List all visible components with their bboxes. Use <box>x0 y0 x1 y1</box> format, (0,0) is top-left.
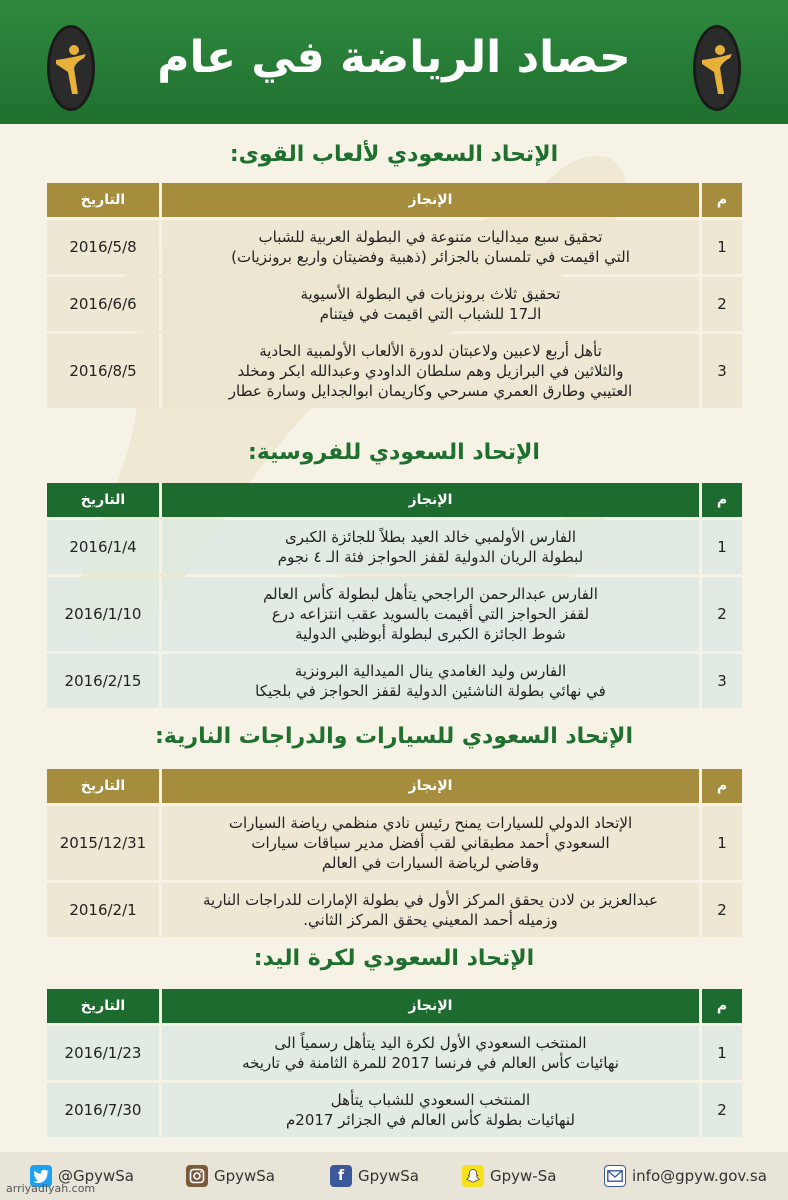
snapchat-icon <box>462 1165 484 1187</box>
row-date: 2016/7/30 <box>47 1083 159 1137</box>
achievement-line: الفارس الأولمبي خالد العيد بطلاً للجائزة الكبرى <box>284 528 577 546</box>
table-row <box>47 520 742 574</box>
column-header-num: م <box>702 483 742 517</box>
table-row <box>47 277 742 331</box>
column-header-date: التاريخ <box>47 989 159 1023</box>
column-header-achievement: الإنجاز <box>159 769 702 803</box>
achievement-line: المنتخب السعودي للشباب يتأهل <box>330 1091 531 1109</box>
achievement-line: المنتخب السعودي الأول لكرة اليد يتأهل رسمياً الى <box>274 1034 587 1052</box>
column-header-achievement: الإنجاز <box>159 989 702 1023</box>
achievement-line: تحقيق ثلاث برونزيات في البطولة الأسيوية <box>300 285 561 303</box>
social-email[interactable] <box>604 1164 767 1188</box>
facebook-handle: GpywSa <box>358 1167 420 1185</box>
achievement-line: تحقيق سبع ميداليات متنوعة في البطولة العربية للشباب <box>258 228 603 246</box>
row-date: 2016/6/6 <box>47 277 159 331</box>
column-header-num: م <box>702 989 742 1023</box>
row-achievement <box>159 577 702 651</box>
table-header-row <box>47 483 742 517</box>
achievement-line: لقفز الحواجز التي أقيمت بالسويد عقب انتزاعه درع <box>271 605 590 623</box>
social-facebook[interactable] <box>330 1164 419 1188</box>
row-num: 2 <box>702 883 742 937</box>
achievement-line: لبطولة الريان الدولية لقفز الحواجز فئة الـ ٤ نجوم <box>277 548 584 566</box>
table-row <box>47 806 742 880</box>
row-achievement <box>159 220 702 274</box>
row-num: 3 <box>702 654 742 708</box>
row-date: 2016/5/8 <box>47 220 159 274</box>
row-achievement <box>159 334 702 408</box>
header-banner <box>0 0 788 124</box>
section-title: الإتحاد السعودي لكرة اليد: <box>253 946 535 971</box>
row-num: 2 <box>702 577 742 651</box>
achievement-line: شوط الجائزة الكبرى لبطولة أبوظبي الدولية <box>295 625 566 643</box>
row-date: 2015/12/31 <box>47 806 159 880</box>
row-date: 2016/1/23 <box>47 1026 159 1080</box>
column-header-num: م <box>702 769 742 803</box>
social-snapchat[interactable] <box>462 1164 556 1188</box>
achievement-line: السعودي أحمد مطبقاني لقب أفضل مدير سباقات سيارات <box>251 834 610 852</box>
row-num: 1 <box>702 220 742 274</box>
table-row <box>47 334 742 408</box>
achievement-line: تأهل أربع لاعبين ولاعبتان لدورة الألعاب الأولمبية الحادية <box>259 342 602 360</box>
mail-icon <box>604 1165 626 1187</box>
column-header-date: التاريخ <box>47 769 159 803</box>
achievement-line: الإتحاد الدولي للسيارات يمنح رئيس نادي منظمي رياضة السيارات <box>228 814 633 832</box>
facebook-icon: f <box>330 1165 352 1187</box>
section-title: الإتحاد السعودي لألعاب القوى: <box>229 142 559 167</box>
row-num: 1 <box>702 520 742 574</box>
achievement-line: الـ17 للشباب التي اقيمت في فيتنام <box>319 305 542 323</box>
column-header-num: م <box>702 183 742 217</box>
row-date: 2016/1/10 <box>47 577 159 651</box>
achievement-line: والثلاثين في البرازيل وهم سلطان الداودي وعبدالله ابكر ومخلد <box>237 362 624 380</box>
column-header-achievement: الإنجاز <box>159 483 702 517</box>
row-date: 2016/8/5 <box>47 334 159 408</box>
table-row <box>47 1026 742 1080</box>
table-row <box>47 883 742 937</box>
footer-social-bar <box>0 1152 788 1200</box>
row-num: 1 <box>702 1026 742 1080</box>
row-achievement <box>159 277 702 331</box>
row-date: 2016/2/15 <box>47 654 159 708</box>
row-num: 3 <box>702 334 742 408</box>
social-instagram[interactable] <box>186 1164 275 1188</box>
column-header-achievement: الإنجاز <box>159 183 702 217</box>
row-date: 2016/2/1 <box>47 883 159 937</box>
row-num: 2 <box>702 1083 742 1137</box>
column-header-date: التاريخ <box>47 483 159 517</box>
achievement-line: العتيبي وطارق العمري مسرحي وكاريمان ابوالجدايل وسارة عطار <box>228 382 633 400</box>
row-achievement <box>159 520 702 574</box>
table-header-row <box>47 769 742 803</box>
table-header-row <box>47 183 742 217</box>
achievements-table <box>47 480 742 711</box>
table-row <box>47 1083 742 1137</box>
achievement-line: التي اقيمت في تلمسان بالجزائر (ذهبية وفضيتان واربع برونزيات) <box>231 248 630 266</box>
achievements-table <box>47 766 742 940</box>
row-achievement <box>159 806 702 880</box>
row-num: 1 <box>702 806 742 880</box>
instagram-icon <box>186 1165 208 1187</box>
row-achievement <box>159 1083 702 1137</box>
row-date: 2016/1/4 <box>47 520 159 574</box>
row-num: 2 <box>702 277 742 331</box>
email-address: info@gpyw.gov.sa <box>632 1167 767 1185</box>
achievement-line: وزميله أحمد المعيني يحقق المركز الثاني. <box>303 911 558 929</box>
achievement-line: نهائيات كأس العالم في فرنسا 2017 للمرة الثامنة في تاريخه <box>242 1054 619 1072</box>
table-row <box>47 577 742 651</box>
achievements-table <box>47 180 742 411</box>
section-title: الإتحاد السعودي للسيارات والدراجات النارية: <box>155 724 633 749</box>
snapchat-handle: Gpyw-Sa <box>490 1167 557 1185</box>
table-header-row <box>47 989 742 1023</box>
page-title: حصاد الرياضة في عام <box>157 32 631 83</box>
section-title: الإتحاد السعودي للفروسية: <box>248 440 540 465</box>
row-achievement <box>159 654 702 708</box>
achievement-line: لنهائيات بطولة كأس العالم في الجزائر 2017م <box>285 1111 575 1129</box>
logo-right-icon <box>692 24 742 112</box>
twitter-handle: @GpywSa <box>58 1167 135 1185</box>
achievement-line: الفارس وليد الغامدي ينال الميدالية البرونزية <box>294 662 567 680</box>
instagram-handle: GpywSa <box>214 1167 276 1185</box>
achievement-line: عبدالعزيز بن لادن يحقق المركز الأول في بطولة الإمارات للدراجات النارية <box>203 891 658 909</box>
achievement-line: في نهائي بطولة الناشئين الدولية لقفز الحواجز في بلجيكا <box>255 682 606 700</box>
column-header-date: التاريخ <box>47 183 159 217</box>
site-credit: arriyadiyah.com <box>6 1182 96 1195</box>
achievements-table <box>47 986 742 1140</box>
achievement-line: وقاضي لرياضة السيارات في العالم <box>321 854 540 872</box>
table-row <box>47 220 742 274</box>
table-row <box>47 654 742 708</box>
row-achievement <box>159 883 702 937</box>
row-achievement <box>159 1026 702 1080</box>
achievement-line: الفارس عبدالرحمن الراجحي يتأهل لبطولة كأس العالم <box>263 585 598 603</box>
